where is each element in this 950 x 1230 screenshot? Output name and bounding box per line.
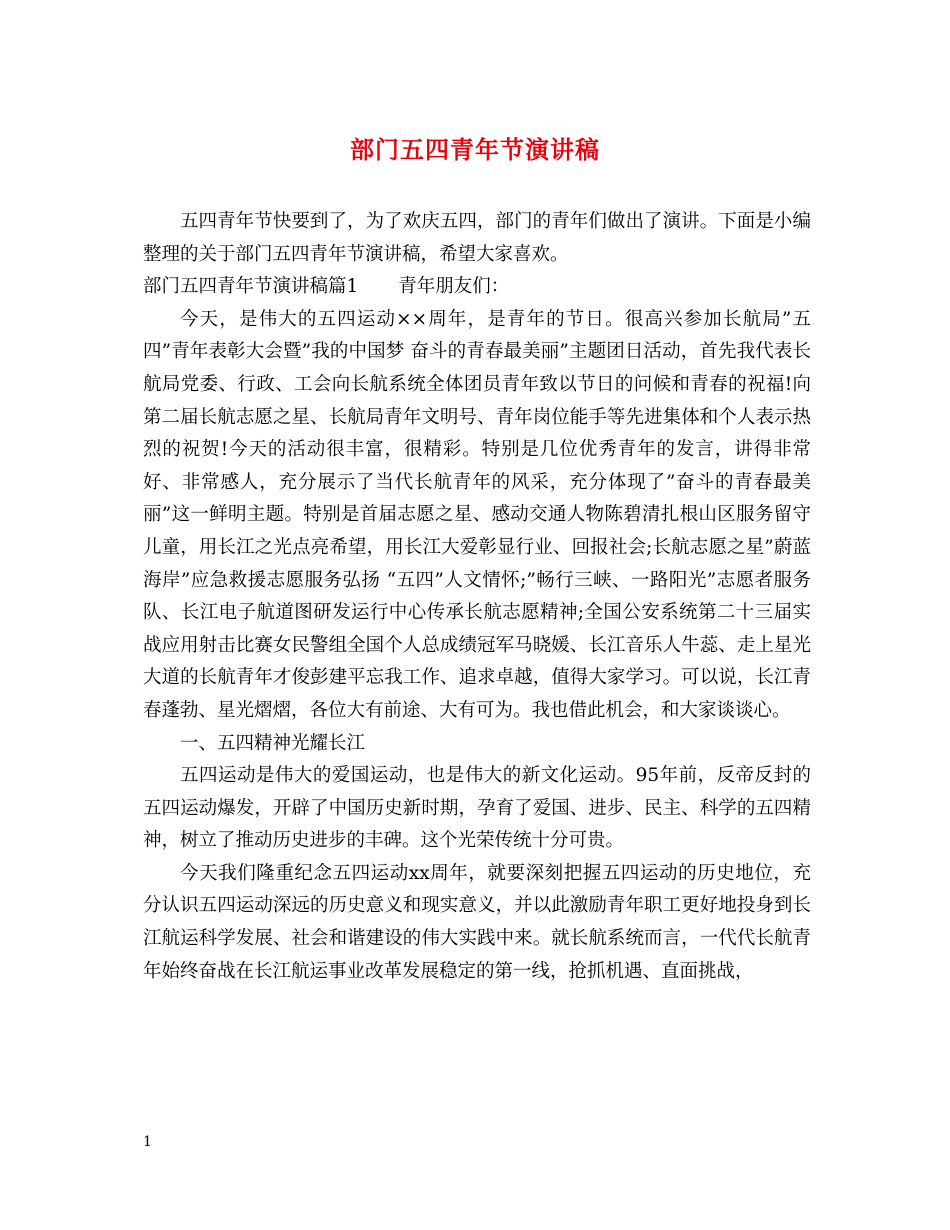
section-line [143, 271, 811, 304]
section-subheading: 一、五四精神光耀长江 [180, 732, 366, 754]
document-body [143, 206, 811, 988]
salutation: 青年朋友们： [398, 276, 510, 298]
body-paragraph: 五四运动是伟大的爱国运动，也是伟大的新文化运动。95年前，反帝反封的五四运动爆发，开辟了中国历史新时期，孕育了爱国、进步、民主、科学的五四精神，树立了推动历史进步的丰碑。这个光荣传统十分可贵。 [143, 765, 811, 852]
page-title: 部门五四青年节演讲稿 [350, 135, 600, 164]
intro-paragraph: 五四青年节快要到了，为了欢庆五四，部门的青年们做出了演讲。下面是小编整理的关于部门五四青年节演讲稿，希望大家喜欢。 [143, 211, 811, 265]
page-number: 1 [143, 1134, 152, 1150]
body-paragraph: 今天，是伟大的五四运动××周年，是青年的节日。很高兴参加长航局”五四”青年表彰大会暨”我的中国梦 奋斗的青春最美丽”主题团日活动，首先我代表长航局党委、行政、工会向长航系统全体团员青年致以节日的问候和青春的祝福!向第二届长航志愿之星、长航局青年文明号、青年岗位能手等先进集体和个人表示热烈的祝贺!今天的活动很丰富，很精彩。特别是几位优秀青年的发言，讲得非常好、非常感人，充分展示了当代长航青年的风采，充分体现了”奋斗的青春最美丽”这一鲜明主题。特别是首届志愿之星、感动交通人物陈碧清扎根山区服务留守儿童，用长江之光点亮希望，用长江大爱彰显行业、回报社会;长航志愿之星”蔚蓝海岸”应急救援志愿服务弘扬 “五四”人文情怀;”畅行三峡、一路阳光”志愿者服务队、长江电子航道图研发运行中心传承长航志愿精神;全国公安系统第二十三届实战应用射击比赛女民警组全国个人总成绩冠军马晓媛、长江音乐人牛蕊、走上星光大道的长航青年才俊彭建平忘我工作、追求卓越，值得大家学习。可以说，长江青春蓬勃、星光熠熠，各位大有前途、大有可为。我也借此机会，和大家谈谈心。 [143, 308, 811, 721]
section-heading: 部门五四青年节演讲稿篇1 [143, 276, 359, 298]
body-paragraph: 今天我们隆重纪念五四运动xx周年，就要深刻把握五四运动的历史地位，充分认识五四运动深远的历史意义和现实意义，并以此激励青年职工更好地投身到长江航运科学发展、社会和谐建设的伟大实践中来。就长航系统而言，一代代长航青年始终奋战在长江航运事业改革发展稳定的第一线，抢抓机遇、直面挑战， [143, 862, 811, 982]
